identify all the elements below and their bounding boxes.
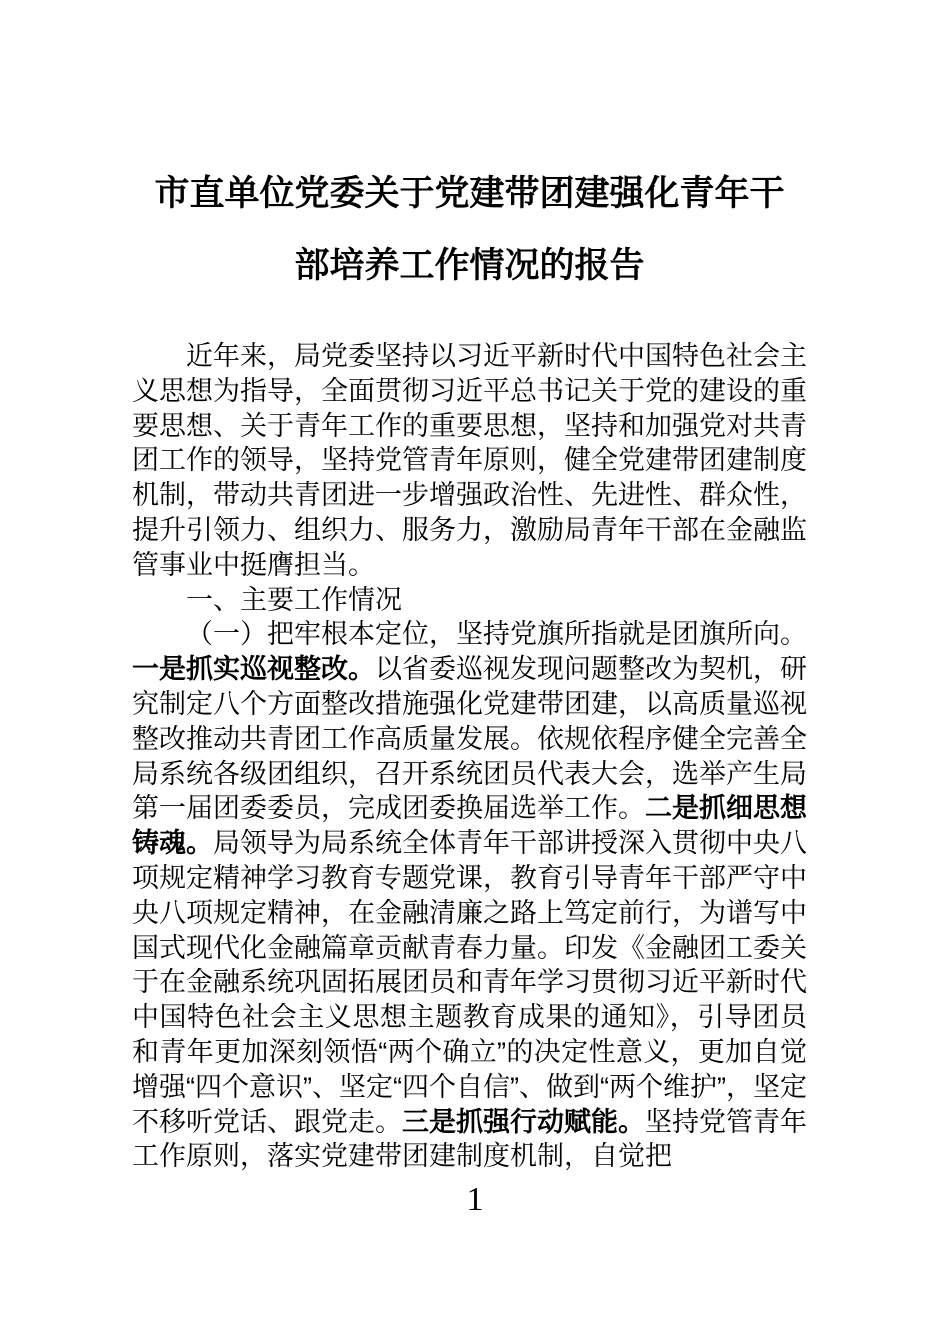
section-one-paragraph	[132, 617, 807, 1174]
bold-text-run: 三是抓强行动赋能。	[402, 1106, 645, 1137]
text-run: （一）把牢根本定位，坚持党旗所指就是团旗所向。	[186, 619, 807, 650]
document-body	[132, 339, 807, 1174]
text-run: 坚持党管青年工作原则，落实党建带团建制度机制，自觉把	[132, 1106, 807, 1172]
bold-text-run: 二是抓细思想铸魂。	[132, 793, 807, 859]
section-heading	[132, 583, 807, 618]
intro-paragraph	[132, 339, 807, 583]
title-line-1: 市直单位党委关于党建带团建强化青年干	[154, 174, 785, 213]
text-run: 局领导为局系统全体青年干部讲授深入贯彻中央八项规定精神学习教育专题党课，教育引导青年干部严守中央八项规定精神，在金融清廉之路上笃定前行，为谱写中国式现代化金融篇章贡献青春力量。印发《金融团工委关于在金融系统巩固拓展团员和青年学习贯彻习近平新时代中国特色社会主义思想主题教育成果的通知》，引导团员和青年更加深刻领悟“两个确立”的决定性意义，更加自觉增强“四个意识”、坚定“四个自信”、做到“两个维护”，坚定不移听党话、跟党走。	[132, 828, 807, 1137]
bold-text-run: 一是抓实巡视整改。	[132, 654, 375, 685]
text-run: 一、主要工作情况	[186, 584, 402, 615]
page-number-footer	[0, 1180, 950, 1220]
title-line-2: 部培养工作情况的报告	[294, 246, 645, 285]
document-title	[132, 158, 807, 302]
text-run: 近年来，局党委坚持以习近平新时代中国特色社会主义思想为指导，全面贯彻习近平总书记关于党的建设的重要思想、关于青年工作的重要思想，坚持和加强党对共青团工作的领导，坚持党管青年原则，健全党建带团建制度机制，带动共青团进一步增强政治性、先进性、群众性，提升引领力、组织力、服务力，激励局青年干部在金融监管事业中挺膺担当。	[132, 341, 807, 580]
page-number: 1	[466, 1181, 484, 1218]
text-run: 以省委巡视发现问题整改为契机，研究制定八个方面整改措施强化党建带团建，以高质量巡视整改推动共青团工作高质量发展。依规依程序健全完善全局系统各级团组织，召开系统团员代表大会，选举产生局第一届团委委员，完成团委换届选举工作。	[132, 654, 807, 824]
